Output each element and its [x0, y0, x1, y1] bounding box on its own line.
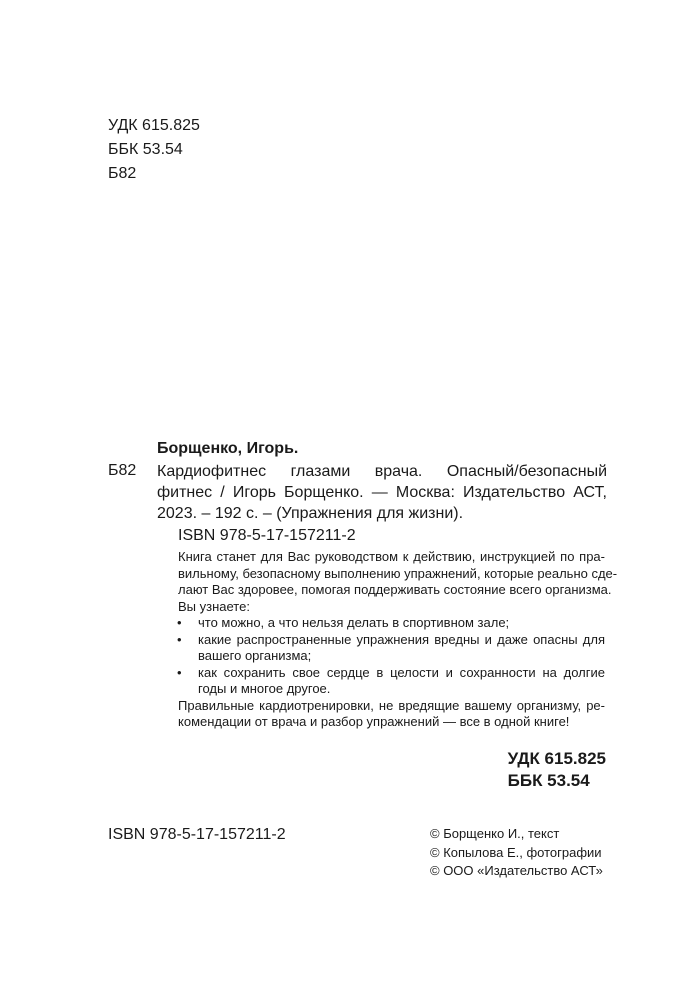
annotation	[177, 549, 618, 731]
bbk-code: ББК 53.54	[108, 141, 183, 158]
copyright-line: © ООО «Издательство АСТ»	[430, 863, 603, 878]
udk-code: УДК 615.825	[108, 117, 200, 134]
bullet-line: как сохранить свое сердце в целости и сохранности на долгие	[198, 664, 605, 680]
copyright-block	[430, 825, 603, 881]
annotation-you-learn: Вы узнаете:	[178, 598, 250, 614]
list-item	[178, 665, 605, 698]
bullet-line: годы и многое другое.	[198, 681, 331, 696]
record-author: Борщенко, Игорь.	[157, 440, 299, 457]
title-line: фитнес / Игорь Борщенко. — Москва: Издательство АСТ,	[157, 484, 607, 501]
title-line: 2023. – 192 с. – (Упражнения для жизни).	[157, 505, 464, 522]
annotation-line: вильному, безопасному выполнению упражнений, которые реально сде-	[178, 565, 618, 581]
title-line: Кардиофитнес глазами врача. Опасный/безопасный	[157, 463, 607, 480]
annotation-line: комендации от врача и разбор упражнений — все в одной книге!	[178, 714, 570, 729]
bullet-icon: •	[177, 615, 182, 630]
annotation-line: Книга станет для Вас руководством к действию, инструкцией по пра-	[178, 549, 605, 564]
udk-code-bold: УДК 615.825	[507, 749, 606, 768]
bullet-icon: •	[177, 664, 182, 680]
bullet-icon: •	[177, 631, 182, 647]
annotation-bullets	[178, 615, 605, 698]
annotation-line: лают Вас здоровее, помогая поддерживать состояние всего организма.	[178, 582, 612, 597]
author-mark-codes	[508, 748, 606, 792]
bottom-isbn: ISBN 978-5-17-157211-2	[108, 826, 286, 843]
record-cutter: Б82	[108, 462, 137, 479]
bbk-code-bold: ББК 53.54	[507, 771, 590, 790]
bullet-line: вашего организма;	[198, 648, 312, 663]
copyright-line: © Борщенко И., текст	[430, 826, 560, 841]
copyright-line: © Копылова Е., фотографии	[430, 844, 602, 860]
top-classification-codes	[108, 114, 200, 186]
record-isbn: ISBN 978-5-17-157211-2	[178, 527, 356, 544]
bibliographic-description	[157, 461, 607, 524]
annotation-line: Правильные кардиотренировки, не вредящие вашему организму, ре-	[178, 697, 605, 713]
cutter-code: Б82	[108, 165, 137, 182]
list-item	[178, 615, 605, 632]
bullet-line: какие распространенные упражнения вредны и даже опасны для	[198, 631, 605, 647]
bullet-line: что можно, а что нельзя делать в спортивном зале;	[198, 615, 510, 630]
list-item	[178, 632, 605, 665]
